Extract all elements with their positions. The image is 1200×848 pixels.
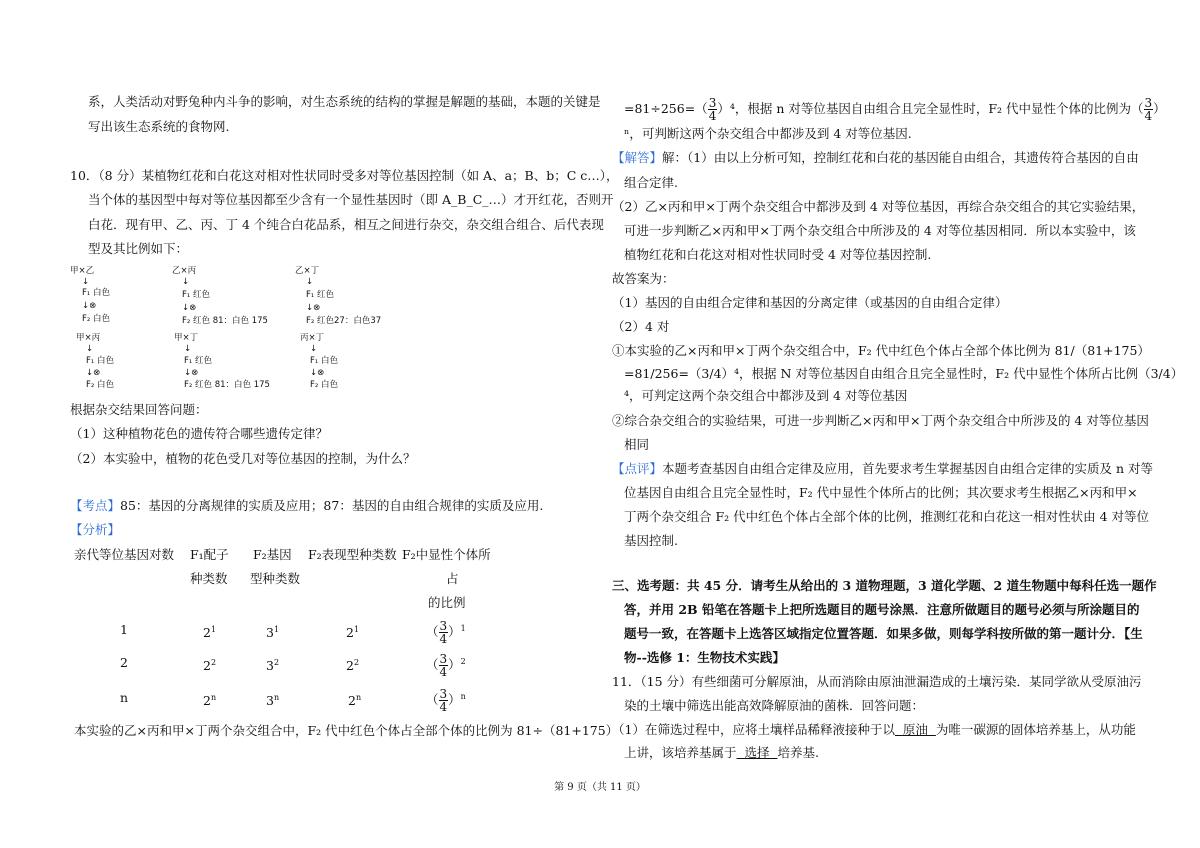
table-cell: $3^1$ xyxy=(266,625,280,641)
question-10-line: 10．（8 分）某植物红花和白花这对相对性状同时受多对等位基因控制（如 A、a；B、b；C c…）， xyxy=(70,168,619,183)
text-line: 相同 xyxy=(624,437,650,452)
cross-parents: 甲×丙 xyxy=(76,333,101,343)
text-line: =81/256=（3/4）⁴，根据 N 对等位基因自由组合且完全显性时，F₂ 代中显性个体所占比例（3/4） xyxy=(624,366,1184,381)
cross-parents: 甲×丁 xyxy=(174,333,199,343)
sub-question: （1）这种植物花色的遗传符合哪些遗传定律？ xyxy=(70,426,328,441)
question-10-line: 当个体的基因型中每对等位基因都至少含有一个显性基因时（即 A_B_C_…）才开红花，否则开 xyxy=(88,192,614,207)
text-line: 丁两个杂交组合 F₂ 代中红色个体占全部个体的比例，推测红花和白花这一相对性状由 4 对等位 xyxy=(624,509,1150,524)
text-line: 根据杂交结果回答问题： xyxy=(70,402,208,417)
table-cell: （ $\frac{3}{4}$ ）$^1$ xyxy=(426,619,466,647)
question-11-line: 11．（15 分）有些细菌可分解原油，从而消除由原油泄漏造成的土壤污染．某同学欲从受原油污 xyxy=(612,674,1142,689)
answer-blank: 原油 xyxy=(902,722,928,737)
dianping-line: 【点评】本题考查基因自由组合定律及应用，首先要求考生掌握基因自由组合定律的实质及 n 对等 xyxy=(612,461,1154,476)
cross-f1: F₁ 白色 xyxy=(310,356,338,366)
table-header: F₂中显性个体所 xyxy=(402,547,491,562)
jieda-tag: 【解答】 xyxy=(612,150,663,165)
table-cell: $2^2$ xyxy=(203,658,217,674)
question-10-line: 白花．现有甲、乙、丙、丁 4 个纯合白花品系，相互之间进行杂交，杂交组合组合、后代表现 xyxy=(88,217,604,232)
text-line: 写出该生态系统的食物网. xyxy=(88,119,230,134)
kaodian-text: 85：基因的分离规律的实质及应用；87：基因的自由组合规律的实质及应用. xyxy=(120,498,544,513)
table-cell: 2$^n$ xyxy=(203,693,217,709)
table-header: F₂表现型种类数 xyxy=(308,547,397,562)
selfing-icon: ↓⊗ xyxy=(184,368,199,378)
kaodian-line xyxy=(70,498,543,514)
cross-f2: F₂ 白色 xyxy=(82,314,110,324)
question-10-line: 型及其比例如下： xyxy=(88,241,189,256)
selfing-icon: ↓⊗ xyxy=(306,303,321,313)
text-line: 可进一步判断乙×丙和甲×丁两个杂交组合中所涉及的 4 对等位基因相同．所以本实验中，该 xyxy=(624,223,1136,238)
sub-question: （2）本实验中，植物的花色受几对等位基因的控制，为什么？ xyxy=(70,451,416,466)
text-line: 组合定律. xyxy=(624,175,678,190)
selfing-icon: ↓⊗ xyxy=(182,303,197,313)
text-line: ⁿ，可判断这两个杂交组合中都涉及到 4 对等位基因. xyxy=(624,126,912,141)
cross-f1: F₁ 红色 xyxy=(182,290,210,300)
table-header: 种类数 xyxy=(190,571,228,586)
cross-f1: F₁ 红色 xyxy=(184,356,212,366)
table-cell: （ $\frac{3}{4}$ ）$^n$ xyxy=(426,687,466,715)
down-arrow-icon: ↓ xyxy=(306,277,314,287)
table-cell: $3^2$ xyxy=(266,658,280,674)
question-11-line: （1）在筛选过程中，应将土壤样品稀释液接种于以 原油 为唯一碳源的固体培养基上，从功能 xyxy=(612,722,1136,737)
cross-f2: F₂ 红色 81：白色 175 xyxy=(182,316,268,326)
text-line: ①本实验的乙×丙和甲×丁两个杂交组合中，F₂ 代中红色个体占全部个体比例为 81/（81+175） xyxy=(612,343,1150,358)
down-arrow-icon: ↓ xyxy=(310,344,318,354)
selfing-icon: ↓⊗ xyxy=(310,368,325,378)
answer-blank: 选择 xyxy=(744,745,770,760)
text-line: 故答案为： xyxy=(612,271,675,286)
cross-f1: F₁ 白色 xyxy=(86,356,114,366)
cross-f2: F₂ 白色 xyxy=(310,380,338,390)
cross-parents: 丙×丁 xyxy=(300,333,325,343)
table-cell: n xyxy=(120,690,129,705)
question-11-line: 上讲，该培养基属于 选择 培养基. xyxy=(624,745,819,760)
fenxi-tag: 【分析】 xyxy=(70,522,121,537)
text-line: ⁴，可判定这两个杂交组合中都涉及到 4 对等位基因 xyxy=(624,388,908,403)
selfing-icon: ↓⊗ xyxy=(82,301,97,311)
table-cell: $2^1$ xyxy=(203,625,217,641)
table-cell: 1 xyxy=(120,622,128,637)
text-line: 植物红花和白花这对相对性状同时受 4 对等位基因控制. xyxy=(624,247,932,262)
table-header: 型种类数 xyxy=(250,571,301,586)
section-heading: 物--选修 1：生物技术实践】 xyxy=(624,650,785,665)
dianping-tag: 【点评】 xyxy=(612,461,663,476)
table-header: F₂基因 xyxy=(253,547,292,562)
table-cell: $2^2$ xyxy=(346,658,360,674)
table-header: 的比例 xyxy=(428,595,466,610)
text-line: ②综合杂交组合的实验结果，可进一步判断乙×丙和甲×丁两个杂交组合中所涉及的 4 对等位基因 xyxy=(612,413,1149,428)
cross-f2: F₂ 白色 xyxy=(86,380,114,390)
cross-f2: F₂ 红色 81：白色 175 xyxy=(184,380,270,390)
table-header: 占 xyxy=(446,571,459,586)
text-line: （2）乙×丙和甲×丁两个杂交组合中都涉及到 4 对等位基因，再综合杂交组合的其它实验结果， xyxy=(612,199,1145,214)
down-arrow-icon: ↓ xyxy=(82,277,90,287)
down-arrow-icon: ↓ xyxy=(86,344,94,354)
table-header: F₁配子 xyxy=(190,547,229,562)
text-line: 位基因自由组合且完全显性时，F₂ 代中显性个体所占的比例；其次要求考生根据乙×丙和甲× xyxy=(624,485,1138,500)
text-line: =81÷256=（ $\frac{3}{4}$ ）⁴，根据 n 对等位基因自由组合且完全显性时，F₂ 代中显性个体的比例为（ $\frac{3}{4}$ ） xyxy=(624,96,1166,123)
section-heading: 答，并用 2B 铅笔在答题卡上把所选题目的题号涂黑．注意所做题目的题号必须与所涂题目的 xyxy=(624,602,1140,617)
text-line: 系，人类活动对野兔种内斗争的影响，对生态系统的结构的掌握是解题的基础，本题的关键是 xyxy=(88,94,601,109)
table-cell: 2 xyxy=(120,655,128,670)
text-line: 基因控制. xyxy=(624,533,678,548)
cross-f1: F₁ 白色 xyxy=(82,288,110,298)
cross-parents: 乙×丁 xyxy=(295,266,320,276)
cross-f2: F₂ 红色27：白色37 xyxy=(306,316,382,326)
table-cell: $2^1$ xyxy=(346,625,360,641)
selfing-icon: ↓⊗ xyxy=(86,368,101,378)
table-cell: （ $\frac{3}{4}$ ）$^2$ xyxy=(426,652,466,680)
cross-parents: 乙×丙 xyxy=(172,266,197,276)
cross-parents: 甲×乙 xyxy=(70,266,95,276)
table-cell: 2$^n$ xyxy=(348,693,362,709)
kaodian-tag: 【考点】 xyxy=(70,498,121,513)
down-arrow-icon: ↓ xyxy=(182,277,190,287)
text-line: （2）4 对 xyxy=(612,319,670,334)
table-header: 亲代等位基因对数 xyxy=(74,547,175,562)
table-cell: 3$^n$ xyxy=(266,693,280,709)
text-line: 本实验的乙×丙和甲×丁两个杂交组合中，F₂ 代中红色个体占全部个体的比例为 81÷（81+175） xyxy=(74,723,619,738)
text-line: （1）基因的自由组合定律和基因的分离定律（或基因的自由组合定律） xyxy=(612,295,1008,310)
jieda-line: 【解答】解：（1）由以上分析可知，控制红花和白花的基因能自由组合，其遗传符合基因的自由 xyxy=(612,150,1139,165)
question-11-line: 染的土壤中筛选出能高效降解原油的菌株．回答问题： xyxy=(624,698,925,713)
cross-f1: F₁ 红色 xyxy=(306,290,334,300)
section-heading: 题号一致，在答题卡上选答区域指定位置答题．如果多做，则每学科按所做的第一题计分．【生 xyxy=(624,626,1143,641)
page-footer: 第 9 页（共 11 页） xyxy=(554,782,646,793)
section-heading: 三、选考题：共 45 分．请考生从给出的 3 道物理题，3 道化学题、2 道生物题中每科任选一题作 xyxy=(612,578,1157,593)
down-arrow-icon: ↓ xyxy=(184,344,192,354)
